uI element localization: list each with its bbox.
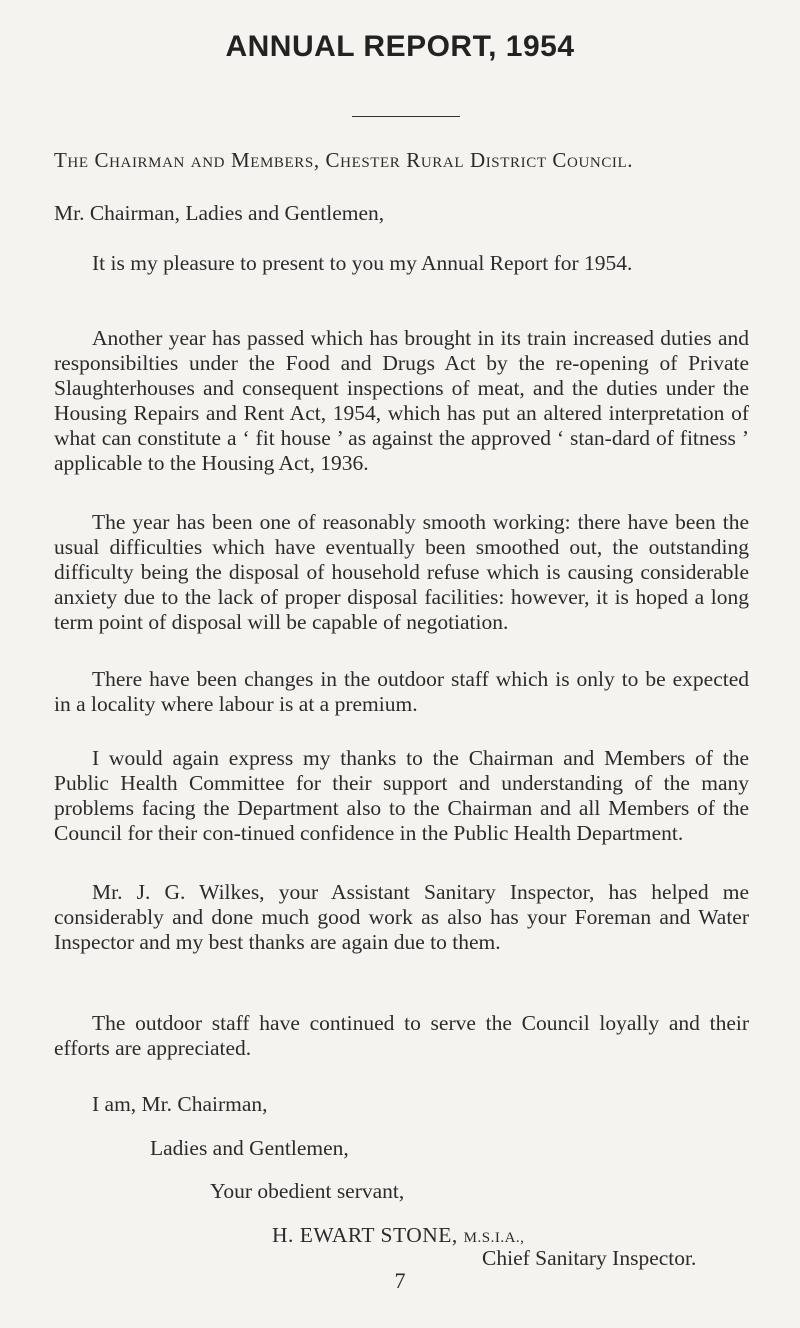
paragraph-6	[54, 880, 749, 955]
paragraph-text: I would again express my thanks to the Chairman and Members of the Public Health Committee for their support and understanding of the many problems facing the Department also to the Chairman and all Members of the Council for their con-tinued confidence in the Public Health Department.	[54, 746, 749, 845]
paragraph-text: The outdoor staff have continued to serve the Council loyally and their efforts are appreciated.	[54, 1011, 749, 1060]
paragraph-text: There have been changes in the outdoor staff which is only to be expected in a locality where labour is at a premium.	[54, 667, 749, 716]
greeting-line: Mr. Chairman, Ladies and Gentlemen,	[54, 201, 385, 225]
title-divider	[352, 116, 460, 117]
paragraph-text: Mr. J. G. Wilkes, your Assistant Sanitary Inspector, has helped me considerably and done much good work as also has your Foreman and Water Inspector and my best thanks are again due to them.	[54, 880, 749, 954]
closing-line-1: I am, Mr. Chairman,	[92, 1092, 268, 1116]
closing-line-3: Your obedient servant,	[210, 1179, 405, 1203]
signatory-name-text: H. EWART STONE,	[272, 1223, 458, 1247]
paragraph-2	[54, 326, 749, 476]
paragraph-text: The year has been one of reasonably smooth working: there have been the usual difficulties which have eventually been smoothed out, the outstanding difficulty being the disposal of household refuse which is causing considerable anxiety due to the lack of proper disposal facilities: however, it is hoped a long term point of disposal will be capable of negotiation.	[54, 510, 749, 634]
paragraph-7	[54, 1011, 749, 1061]
paragraph-5	[54, 746, 749, 846]
paragraph-text: Another year has passed which has brought in its train increased duties and responsibilties under the Food and Drugs Act by the re-opening of Private Slaughterhouses and consequent inspections of meat, and the duties under the Housing Repairs and Rent Act, 1954, which has put an altered interpretation of what can constitute a ‘ fit house ’ as against the approved ‘ stan-dard of fitness ’ applicable to the Housing Act, 1936.	[54, 326, 749, 475]
addressee-line: The Chairman and Members, Chester Rural District Council.	[54, 148, 634, 172]
signatory-qualification: M.S.I.A.,	[463, 1230, 525, 1246]
paragraph-4	[54, 667, 749, 717]
signatory-position: Chief Sanitary Inspector.	[482, 1246, 697, 1270]
page-title: ANNUAL REPORT, 1954	[225, 30, 575, 63]
paragraph-text: It is my pleasure to present to you my Annual Report for 1954.	[92, 251, 633, 275]
paragraph-3	[54, 510, 749, 635]
closing-line-2: Ladies and Gentlemen,	[150, 1136, 349, 1160]
signatory-name	[272, 1223, 524, 1248]
paragraph-1	[54, 251, 749, 276]
page-number: 7	[394, 1268, 406, 1293]
